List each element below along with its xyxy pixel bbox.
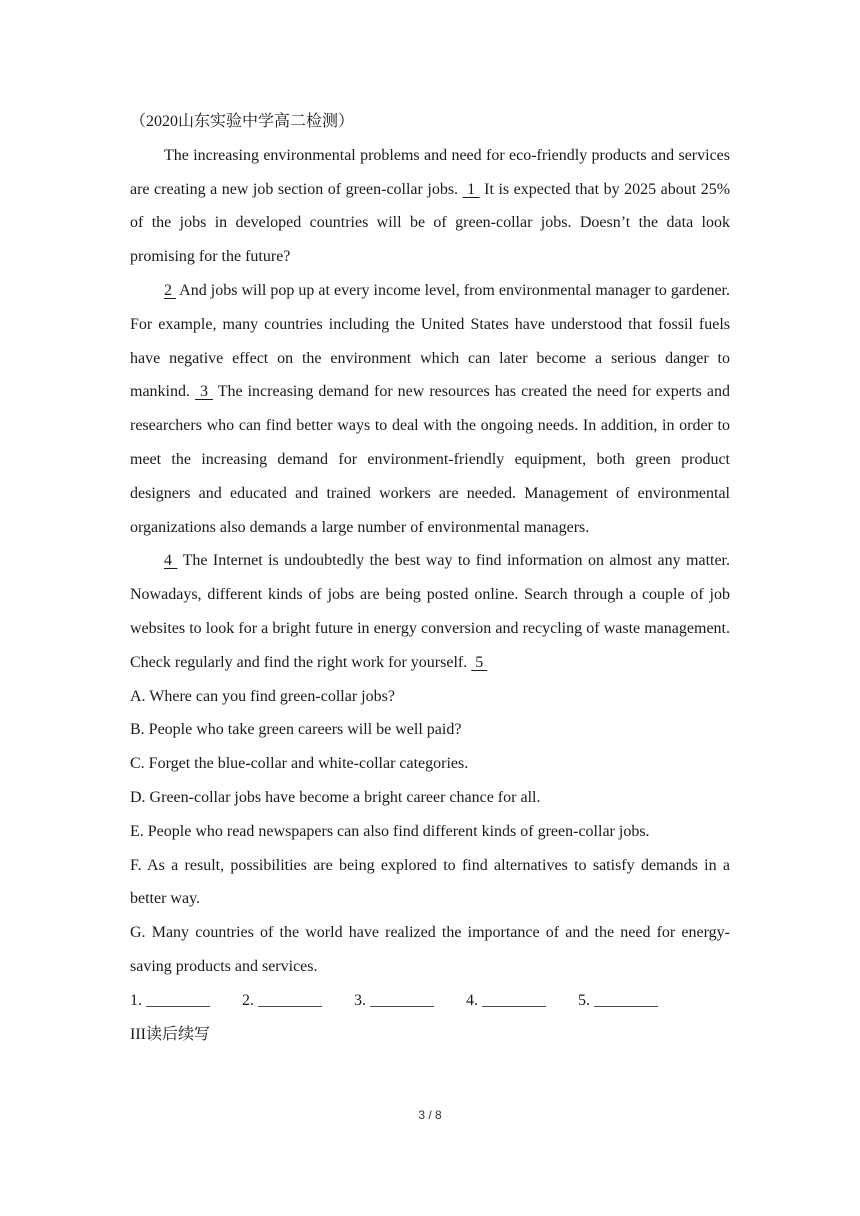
paragraph-2 — [130, 274, 730, 544]
source-heading: （2020山东实验中学高二检测） — [130, 113, 355, 130]
paragraph-3-text-a: The Internet is undoubtedly the best way to find information on almost any matter. Nowadays, different kinds of jobs are being posted online. Search through a couple of job websites to look for a bright future in energy conversion and recycling of waste management. Check regularly and find the right work for yourself. — [130, 552, 731, 671]
blank-4: 4 — [164, 552, 178, 570]
paragraph-3 — [130, 544, 730, 679]
option-f: F. As a result, possibilities are being explored to find alternatives to satisfy demands in a better way. — [130, 856, 730, 908]
option-g: G. Many countries of the world have realized the importance of and the need for energy-saving products and services. — [130, 924, 730, 975]
section-heading: III读后续写 — [130, 1025, 210, 1043]
option-e: E. People who read newspapers can also find different kinds of green-collar jobs. — [130, 822, 650, 840]
blank-1: 1 — [462, 180, 480, 198]
answer-blank-3: 3. ________ — [354, 991, 434, 1009]
answer-blank-4: 4. ________ — [466, 991, 546, 1009]
document-body — [130, 105, 730, 1051]
blank-2: 2 — [164, 281, 177, 299]
paragraph-2-text-a: And jobs will pop up at every income level, from environmental manager to gardener. For example, many countries including the United States have understood that fossil fuels have negative effect on the environment which can later become a serious danger to mankind. — [130, 281, 730, 401]
page-number: 3 / 8 — [418, 1108, 442, 1122]
option-d: D. Green-collar jobs have become a bright career chance for all. — [130, 788, 541, 806]
paragraph-1-text-after: It is expected that by 2025 about 25% of the jobs in developed countries will be of green-collar jobs. Doesn’t the data look promising for the future? — [130, 180, 731, 266]
option-a: A. Where can you find green-collar jobs? — [130, 687, 395, 705]
blank-3: 3 — [195, 383, 214, 401]
answer-blank-2: 2. ________ — [242, 991, 322, 1009]
paragraph-2-text-b: The increasing demand for new resources has created the need for experts and researchers who can find better ways to deal with the ongoing needs. In addition, in order to meet the increasing demand for environment-friendly equipment, both green product designers and educated and trained workers are needed. Management of environmental organizations also demands a large number of environmental managers. — [130, 383, 730, 536]
paragraph-1-text-before: The increasing environmental problems and need for eco-friendly products and services are creating a new job section of green-collar jobs. — [130, 146, 730, 198]
option-b: B. People who take green careers will be well paid? — [130, 721, 462, 739]
option-c: C. Forget the blue-collar and white-collar categories. — [130, 755, 469, 773]
answer-blank-1: 1. ________ — [130, 991, 210, 1009]
paragraph-1 — [130, 139, 730, 274]
blank-5: 5 — [471, 653, 488, 671]
answer-blanks-row — [130, 984, 730, 1018]
answer-blank-5: 5. ________ — [578, 991, 658, 1009]
